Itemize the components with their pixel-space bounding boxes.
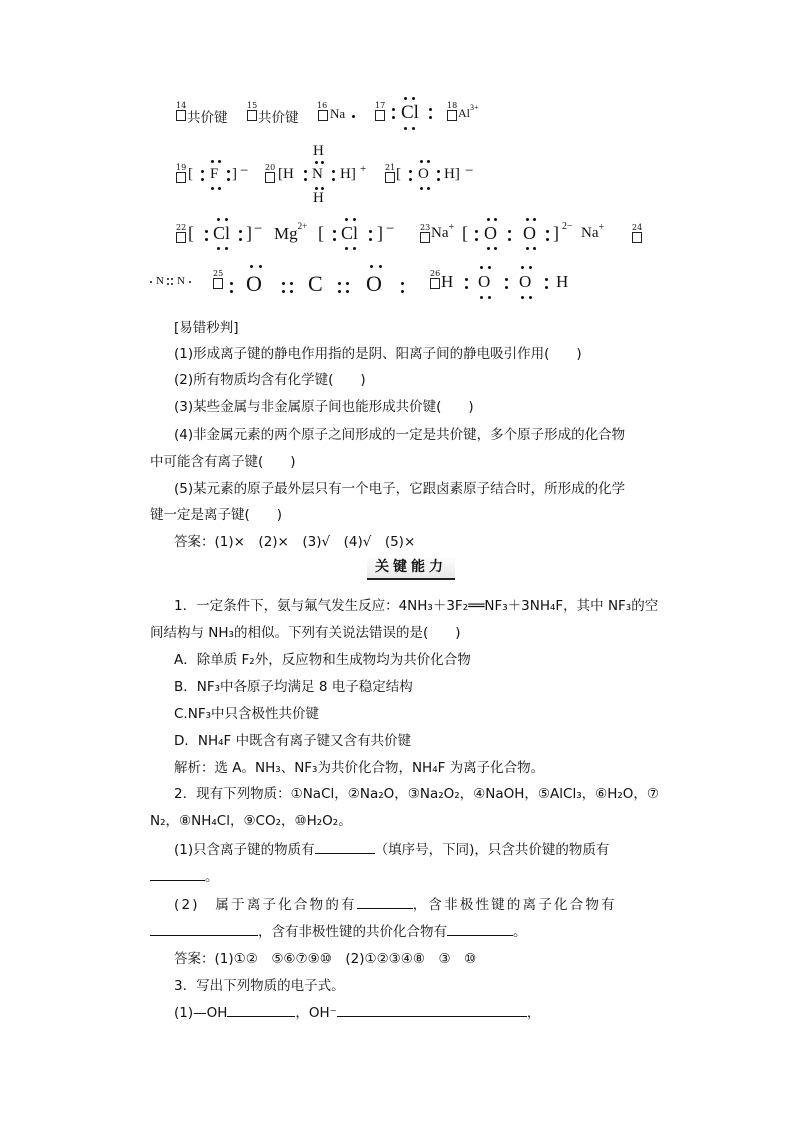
item-number-25: 25 [213, 269, 224, 278]
electron-dot [338, 282, 341, 285]
electron-dot [494, 247, 497, 250]
electron-dot [201, 170, 204, 173]
item-number-17: 17 [375, 101, 386, 110]
answer-blank[interactable] [337, 1004, 527, 1017]
electron-dot [321, 187, 324, 190]
q2-part1-text-c: 。 [205, 869, 219, 885]
electron-dot [480, 296, 483, 299]
misjudge-item-3: (3)某些金属与非金属原子间也能形成共价键( ) [174, 399, 474, 415]
electron-dot [480, 266, 483, 269]
q2-part1 [174, 838, 609, 858]
electron-dot [338, 290, 341, 293]
q2-part2-text-c: ，含有非极性键的共价化合物有 [258, 924, 447, 940]
answer-blank[interactable] [227, 1004, 295, 1017]
q2-stem-line2: N₂，⑧NH₄Cl，⑨CO₂，⑩H₂O₂。 [150, 813, 352, 829]
answer-blank[interactable] [150, 868, 205, 881]
item-number-22: 22 [176, 223, 187, 232]
item-number-18: 18 [447, 101, 458, 110]
answer-16-na: Na [330, 106, 346, 121]
answer-23-na-a: Na+ [431, 222, 455, 241]
bracket-22a-end: ] [246, 223, 252, 243]
answer-23-na-b: Na+ [581, 222, 605, 241]
q1-analysis: 解析：选 A。NH₃、NF₃为共价化合物，NH₄F 为离子化合物。 [174, 760, 545, 776]
item-number-26: 26 [430, 269, 441, 278]
electron-dot [521, 296, 524, 299]
electron-dot [429, 116, 432, 119]
electron-dot [533, 218, 536, 221]
electron-dot [217, 247, 220, 250]
q1-option-a: A．除单质 F₂外，反应物和生成物均为共价化合物 [174, 652, 471, 668]
q1-stem-line2: 间结构与 NH₃的相似。下列有关说法错误的是( ) [150, 625, 461, 641]
electron-dot [412, 97, 415, 100]
blank-box-icon [375, 110, 385, 121]
electron-dot [545, 278, 548, 281]
electron-dot [230, 290, 233, 293]
item-number-16: 16 [317, 101, 328, 110]
electron-dot [487, 247, 490, 250]
electron-dot [546, 230, 549, 233]
misjudge-item-4-line2: 中可能含有离子键( ) [150, 454, 296, 470]
electron-dot [225, 218, 228, 221]
electron-dot [488, 266, 491, 269]
electron-dot [352, 115, 355, 118]
electron-dot [369, 238, 372, 241]
electron-dot [369, 230, 372, 233]
misjudge-answer: 答案：(1)× (2)× (3)√ (4)√ (5)× [174, 534, 416, 550]
answer-blank[interactable] [357, 896, 413, 909]
electron-dot [494, 218, 497, 221]
electron-dot [290, 290, 293, 293]
electron-dot [526, 247, 529, 250]
q1-option-d: D．NH₄F 中既含有离子键又含有共价键 [174, 733, 412, 749]
blank-box-icon [420, 232, 430, 243]
electron-dot [333, 230, 336, 233]
answer-blank[interactable] [315, 841, 375, 854]
answer-18-al: $Al^{3+}$ [458, 103, 479, 120]
answer-14: 共价键 [187, 110, 228, 126]
answer-20-n: N [312, 166, 323, 182]
electron-dot [401, 290, 404, 293]
electron-dot [333, 238, 336, 241]
answer-22-mg: $Mg^{2+}$ [274, 221, 308, 243]
electron-dot [189, 281, 191, 283]
q3-part1-text-b: ，OH⁻ [295, 1005, 337, 1021]
electron-dot [487, 218, 490, 221]
electron-dot [353, 218, 356, 221]
answer-20-h-left: [H [278, 166, 294, 182]
q2-part1-text-a: (1)只含离子键的物质有 [174, 842, 315, 858]
blank-box-icon [447, 110, 457, 121]
answer-20-h-bottom: H [313, 190, 324, 206]
q2-answer: 答案：(1)①② ⑤⑥⑦⑨⑩ (2)①②③④⑧ ③ ⑩ [174, 951, 477, 967]
answer-17-cl: Cl [401, 102, 419, 123]
electron-dot [420, 187, 423, 190]
electron-dot [211, 160, 214, 163]
q2-part2-text-d: 。 [513, 924, 527, 940]
answer-23-o-b: O [523, 223, 536, 243]
bracket-19: [ [188, 166, 193, 182]
q3-part1-text-a: (1)—OH [174, 1005, 228, 1021]
blank-box-icon [176, 232, 186, 243]
q2-part1-text-b: （填序号，下同)，只含共价键的物质有 [374, 842, 610, 858]
electron-dot [353, 247, 356, 250]
bracket-19-end: ] [232, 166, 237, 182]
electron-dot [404, 97, 407, 100]
electron-dot [150, 281, 152, 283]
misjudge-item-5-line2: 键一定是离子键( ) [150, 507, 283, 523]
electron-dot [346, 290, 349, 293]
blank-box-icon [430, 278, 440, 289]
electron-dot [521, 266, 524, 269]
electron-dot [508, 230, 511, 233]
answer-21-o: O [418, 166, 429, 182]
charge-22c: − [386, 221, 395, 237]
q3-part1 [174, 1001, 540, 1021]
electron-dot [332, 178, 335, 181]
answer-blank[interactable] [150, 923, 258, 936]
electron-dot [505, 278, 508, 281]
misjudge-heading: [易错秒判] [174, 320, 239, 336]
item-number-19: 19 [176, 163, 187, 172]
q1-stem-line1: 1．一定条件下，氨与氟气发生反应：4NH₃＋3F₂══NF₃＋3NH₄F，其中 NF₃的空 [174, 598, 659, 614]
charge-22a: − [254, 221, 263, 237]
q3-stem: 3．写出下列物质的电子式。 [174, 978, 345, 994]
misjudge-item-5-line1: (5)某元素的原子最外层只有一个电子，它跟卤素原子结合时，所形成的化学 [174, 481, 626, 497]
electron-dot [409, 178, 412, 181]
electron-dot [225, 247, 228, 250]
q2-part1-cont [150, 865, 219, 885]
electron-dot [429, 108, 432, 111]
electron-dot [239, 230, 242, 233]
bracket-22b-end: ] [377, 223, 383, 243]
bracket-20-end: H] [340, 166, 356, 182]
electron-dot [227, 170, 230, 173]
electron-dot [392, 108, 395, 111]
answer-26-o-b: O [519, 272, 532, 291]
misjudge-item-2: (2)所有物质均含有化学键( ) [174, 372, 366, 388]
electron-dot [409, 170, 412, 173]
section-title: 关键能力 [367, 556, 455, 578]
bracket-23: [ [462, 223, 468, 243]
electron-dot [475, 230, 478, 233]
item-number-21: 21 [385, 163, 396, 172]
electron-dot [315, 187, 318, 190]
electron-dot [304, 178, 307, 181]
blank-box-icon [213, 278, 223, 289]
answer-26-h-a: H [441, 272, 454, 291]
electron-dot [167, 278, 169, 280]
q1-option-b: B．NF₃中各原子均满足 8 电子稳定结构 [174, 679, 413, 695]
electron-dot [488, 296, 491, 299]
electron-dot [529, 266, 532, 269]
electron-dot [250, 265, 253, 268]
item-number-20: 20 [265, 163, 276, 172]
bracket-22a: [ [188, 223, 194, 243]
answer-20-h-top: H [313, 143, 324, 159]
blank-box-icon [385, 172, 395, 183]
charge-20: + [360, 163, 367, 175]
electron-dot [205, 238, 208, 241]
electron-dot [239, 238, 242, 241]
misjudge-item-1: (1)形成离子键的静电作用指的是阴、阳离子间的静电吸引作用( ) [174, 346, 582, 362]
electron-dot [379, 265, 382, 268]
q2-part2-text-a: (2) 属于离子化合物的有 [174, 897, 357, 913]
answer-blank[interactable] [447, 923, 513, 936]
bracket-21: [ [396, 166, 401, 182]
electron-dot [546, 238, 549, 241]
electron-dot [304, 170, 307, 173]
answer-25-c: C [308, 271, 323, 296]
electron-dot [167, 283, 169, 285]
electron-dot [171, 283, 173, 285]
electron-dot [282, 290, 285, 293]
electron-dot [345, 218, 348, 221]
electron-dot [259, 265, 262, 268]
answer-21-h: H] [444, 166, 460, 182]
electron-dot [437, 170, 440, 173]
answer-23-o-a: O [484, 223, 497, 243]
electron-dot [533, 247, 536, 250]
electron-dot [526, 218, 529, 221]
electron-dot [412, 127, 415, 130]
blank-box-icon [176, 110, 186, 121]
blank-box-icon [318, 110, 328, 121]
electron-dot [475, 238, 478, 241]
electron-dot [211, 187, 214, 190]
electron-dot [401, 282, 404, 285]
charge-23: 2− [562, 221, 573, 232]
electron-dot [315, 161, 318, 164]
answer-24-n-a: N [156, 275, 164, 287]
electron-dot [505, 286, 508, 289]
electron-dot [345, 247, 348, 250]
electron-dot [508, 238, 511, 241]
item-number-24: 24 [632, 223, 643, 232]
q1-option-c: C.NF₃中只含极性共价键 [174, 706, 319, 722]
electron-dot [218, 187, 221, 190]
electron-dot [217, 218, 220, 221]
electron-dot [171, 278, 173, 280]
electron-dot [370, 265, 373, 268]
electron-dot [201, 178, 204, 181]
electron-dot [427, 187, 430, 190]
blank-box-icon [176, 172, 186, 183]
blank-box-icon [247, 110, 257, 121]
item-number-14: 14 [176, 101, 187, 110]
bracket-22b: [ [318, 223, 324, 243]
electron-dot [332, 170, 335, 173]
electron-dot [529, 296, 532, 299]
electron-dot [437, 178, 440, 181]
q2-part2-cont [150, 920, 527, 940]
answer-19-f: F [210, 166, 219, 182]
electron-dot [321, 161, 324, 164]
item-number-15: 15 [247, 101, 258, 110]
electron-dot [465, 278, 468, 281]
q2-part2-text-b: ，含非极性键的离子化合物有 [412, 897, 617, 913]
answer-22-cl-a: Cl [213, 223, 231, 243]
charge-21: − [465, 163, 474, 179]
answer-25-o-a: O [246, 271, 262, 296]
charge-19: − [240, 163, 249, 179]
misjudge-item-4-line1: (4)非金属元素的两个原子之间形成的一定是共价键，多个原子形成的化合物 [174, 427, 626, 443]
electron-dot [205, 230, 208, 233]
answer-25-o-b: O [366, 271, 382, 296]
electron-dot [290, 282, 293, 285]
blank-box-icon [265, 172, 275, 183]
electron-dot [404, 127, 407, 130]
electron-dot [230, 282, 233, 285]
q2-part2 [174, 893, 617, 913]
answer-24-n-b: N [177, 275, 185, 287]
answer-26-h-b: H [556, 272, 569, 291]
electron-dot [465, 286, 468, 289]
electron-dot [346, 282, 349, 285]
electron-dot [218, 160, 221, 163]
electron-dot [282, 282, 285, 285]
electron-dot [420, 160, 423, 163]
answer-22-cl-b: Cl [341, 223, 359, 243]
electron-dot [392, 116, 395, 119]
bracket-23-end: ] [553, 223, 559, 243]
q3-part1-text-c: ， [526, 1005, 541, 1021]
item-number-23: 23 [420, 223, 431, 232]
q2-stem-line1: 2．现有下列物质：①NaCl，②Na₂O，③Na₂O₂，④NaOH，⑤AlCl₃，⑥H₂O，⑦ [174, 786, 659, 802]
answer-26-o-a: O [478, 272, 491, 291]
electron-dot [427, 160, 430, 163]
answer-15: 共价键 [258, 110, 299, 126]
electron-dot [545, 286, 548, 289]
electron-dot [227, 178, 230, 181]
blank-box-icon [632, 232, 642, 243]
